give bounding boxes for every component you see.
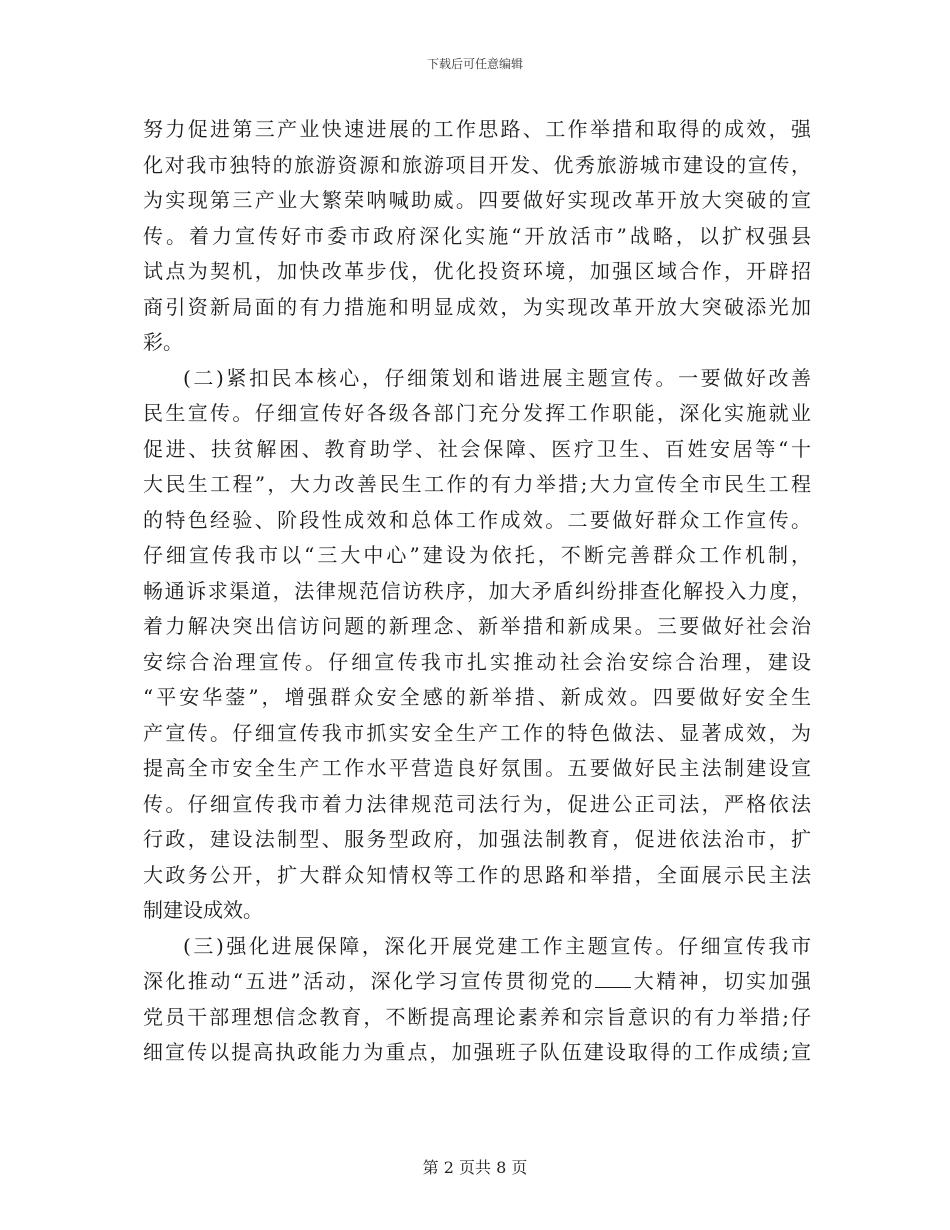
text-line: 仔细宣传我市以“三大中心”建设为依托，不断完善群众工作机制， <box>143 543 811 567</box>
text-line: 化对我市独特的旅游资源和旅游项目开发、优秀旅游城市建设的宣传， <box>143 152 811 177</box>
text-line: 商引资新局面的有力措施和明显成效，为实现改革开放大突破添光加 <box>143 294 811 319</box>
text-segment: 大精神，切实加强 <box>631 969 812 993</box>
text-line: 为实现第三产业大繁荣呐喊助威。四要做好实现改革开放大突破的宣 <box>143 188 811 212</box>
text-line: 畅通诉求渠道，法律规范信访秩序，加大矛盾纠纷排查化解投入力度， <box>143 578 811 603</box>
text-line: 党员干部理想信念教育，不断提高理论素养和宗旨意识的有力举措;仔 <box>143 1004 811 1029</box>
text-line: 传。仔细宣传我市着力法律规范司法行为，促进公正司法，严格依法 <box>143 791 811 816</box>
text-line: “平安华蓥”，增强群众安全感的新举措、新成效。四要做好安全生 <box>143 685 811 709</box>
text-line: 细宣传以提高执政能力为重点，加强班子队伍建设取得的工作成绩;宣 <box>143 1040 811 1064</box>
text-line: 试点为契机，加快改革步伐，优化投资环境，加强区域合作，开辟招 <box>143 259 811 283</box>
text-line: 着力解决突出信访问题的新理念、新举措和新成果。三要做好社会治 <box>143 614 811 638</box>
text-line: 提高全市安全生产工作水平营造良好氛围。五要做好民主法制建设宣 <box>143 756 811 780</box>
text-line-with-blank <box>143 964 811 1000</box>
text-line: 大政务公开，扩大群众知情权等工作的思路和举措，全面展示民主法 <box>143 862 811 887</box>
text-line: 传。着力宣传好市委市政府深化实施“开放活市”战略，以扩权强县 <box>143 223 811 248</box>
text-line: 民生宣传。仔细宣传好各级各部门充分发挥工作职能，深化实施就业 <box>143 401 811 425</box>
text-line: 行政，建设法制型、服务型政府，加强法制教育，促进依法治市，扩 <box>143 827 811 851</box>
paragraph-start-line: (二)紧扣民本核心，仔细策划和谐进展主题宣传。一要做好改善 <box>183 365 811 390</box>
text-line: 的特色经验、阶段性成效和总体工作成效。二要做好群众工作宣传。 <box>143 507 811 532</box>
text-line: 安综合治理宣传。仔细宣传我市扎实推动社会治安综合治理，建设 <box>143 649 811 674</box>
page-header: 下载后可任意编辑 <box>426 57 523 71</box>
paragraph-start-line: (三)强化进展保障，深化开展党建工作主题宣传。仔细宣传我市 <box>183 933 811 958</box>
text-line: 彩。 <box>143 330 183 354</box>
text-line: 努力促进第三产业快速进展的工作思路、工作举措和取得的成效，强 <box>143 117 811 141</box>
text-segment: 深化推动“五进”活动，深化学习宣传贯彻党的 <box>143 969 596 993</box>
body-text <box>143 112 811 1071</box>
text-line: 产宣传。仔细宣传我市抓实安全生产工作的特色做法、显著成效，为 <box>143 720 811 745</box>
text-line: 大民生工程”，大力改善民生工作的有力举措;大力宣传全市民生工程 <box>143 472 811 496</box>
text-line: 制建设成效。 <box>143 898 263 922</box>
blank-underline <box>595 969 631 988</box>
text-line: 促进、扶贫解困、教育助学、社会保障、医疗卫生、百姓安居等“十 <box>143 436 811 461</box>
page-number: 第 2 页共 8 页 <box>422 1158 528 1177</box>
